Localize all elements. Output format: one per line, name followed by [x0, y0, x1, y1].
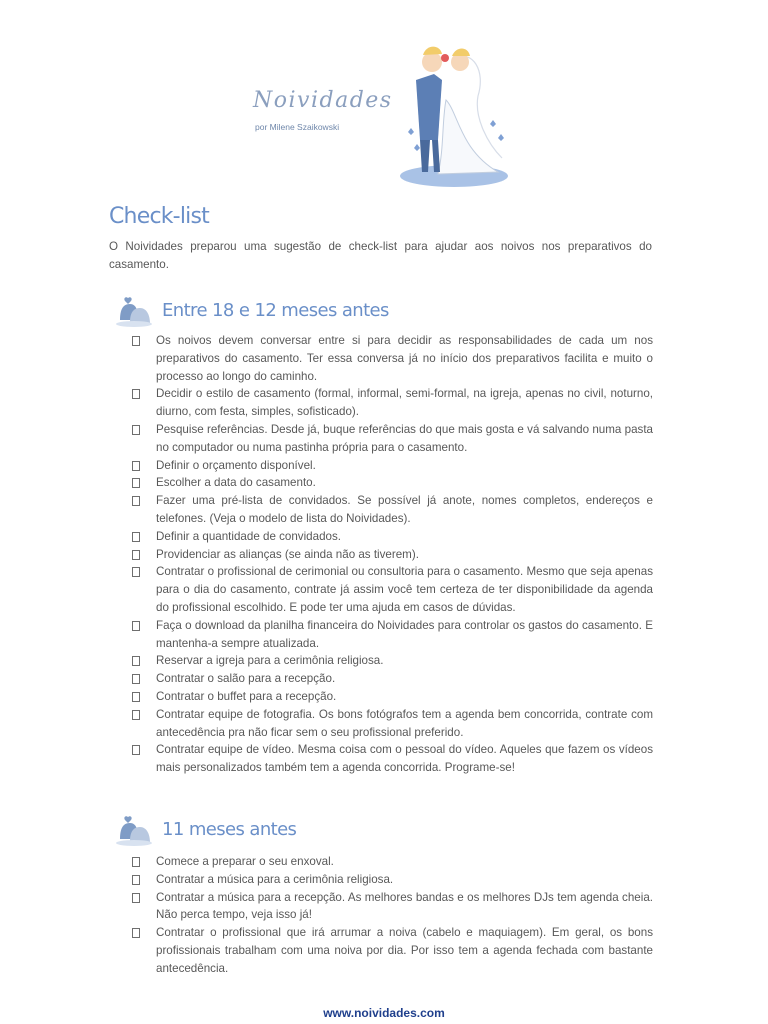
checklist-item: Definir o orçamento disponível. — [132, 457, 653, 475]
checklist-item: Pesquise referências. Desde já, buque referências do que mais gosta e vá salvando numa pasta no computador ou numa pastinha própria para o casamento. — [132, 421, 653, 457]
logo-banner — [250, 40, 520, 190]
checklist-item: Contratar equipe de vídeo. Mesma coisa com o pessoal do vídeo. Aqueles que fazem os vídeos mais personalizados também tem a agenda concorrida. Programe-se! — [132, 741, 653, 777]
checklist-item: Os noivos devem conversar entre si para decidir as responsabilidades de cada um nos preparativos do casamento. Ter essa conversa já no início dos preparativos facilita e muito o processo ao longo do caminho. — [132, 332, 653, 385]
checklist-item: Contratar equipe de fotografia. Os bons fotógrafos tem a agenda bem concorrida, contrate com antecedência pra não ficar sem o seu profissional preferido. — [132, 706, 653, 742]
checklist-item: Contratar o buffet para a recepção. — [132, 688, 653, 706]
page-title: Check-list — [109, 204, 209, 229]
checklist-item: Definir a quantidade de convidados. — [132, 528, 653, 546]
checklist-item: Comece a preparar o seu enxoval. — [132, 853, 653, 871]
wedding-bells-icon — [112, 815, 154, 847]
bride-groom-illustration — [398, 40, 510, 188]
section-title: 11 meses antes — [162, 819, 297, 840]
checklist-11-months — [132, 853, 653, 978]
checklist-item: Providenciar as alianças (se ainda não as tiverem). — [132, 546, 653, 564]
checklist-item: Escolher a data do casamento. — [132, 474, 653, 492]
checklist-item: Contratar o profissional que irá arrumar a noiva (cabelo e maquiagem). Em geral, os bons profissionais trabalham com uma noiva por dia. Por isso tem a agenda fechada com bastante antecedência. — [132, 924, 653, 977]
checklist-item: Contratar o profissional de cerimonial ou consultoria para o casamento. Mesmo que seja apenas para o dia do casamento, contrate já assim você tem certeza de ter disponibilidade da agenda do profissional escolhido. E pode ter uma ajuda em casos de dúvidas. — [132, 563, 653, 616]
checklist-item: Decidir o estilo de casamento (formal, informal, semi-formal, na igreja, apenas no civil, noturno, diurno, com festa, simples, sofisticado). — [132, 385, 653, 421]
footer-link[interactable]: www.noividades.com — [323, 1006, 445, 1020]
checklist-item: Contratar o salão para a recepção. — [132, 670, 653, 688]
logo-subtitle: por Milene Szaikowski — [255, 122, 340, 132]
wedding-bells-icon — [112, 296, 154, 328]
checklist-item: Reservar a igreja para a cerimônia religiosa. — [132, 652, 653, 670]
intro-paragraph: O Noividades preparou uma sugestão de check-list para ajudar aos noivos nos preparativos do casamento. — [109, 240, 652, 271]
checklist-item: Fazer uma pré-lista de convidados. Se possível já anote, nomes completos, endereços e telefones. (Veja o modelo de lista do Noividades). — [132, 492, 653, 528]
checklist-item: Faça o download da planilha financeira do Noividades para controlar os gastos do casamento. E mantenha-a sempre atualizada. — [132, 617, 653, 653]
checklist-item: Contratar a música para a cerimônia religiosa. — [132, 871, 653, 889]
section-title: Entre 18 e 12 meses antes — [162, 300, 389, 321]
checklist-18-12-months — [132, 332, 653, 777]
logo-title: Noividades — [253, 88, 393, 113]
checklist-item: Contratar a música para a recepção. As melhores bandas e os melhores DJs tem agenda cheia. Não perca tempo, veja isso já! — [132, 889, 653, 925]
